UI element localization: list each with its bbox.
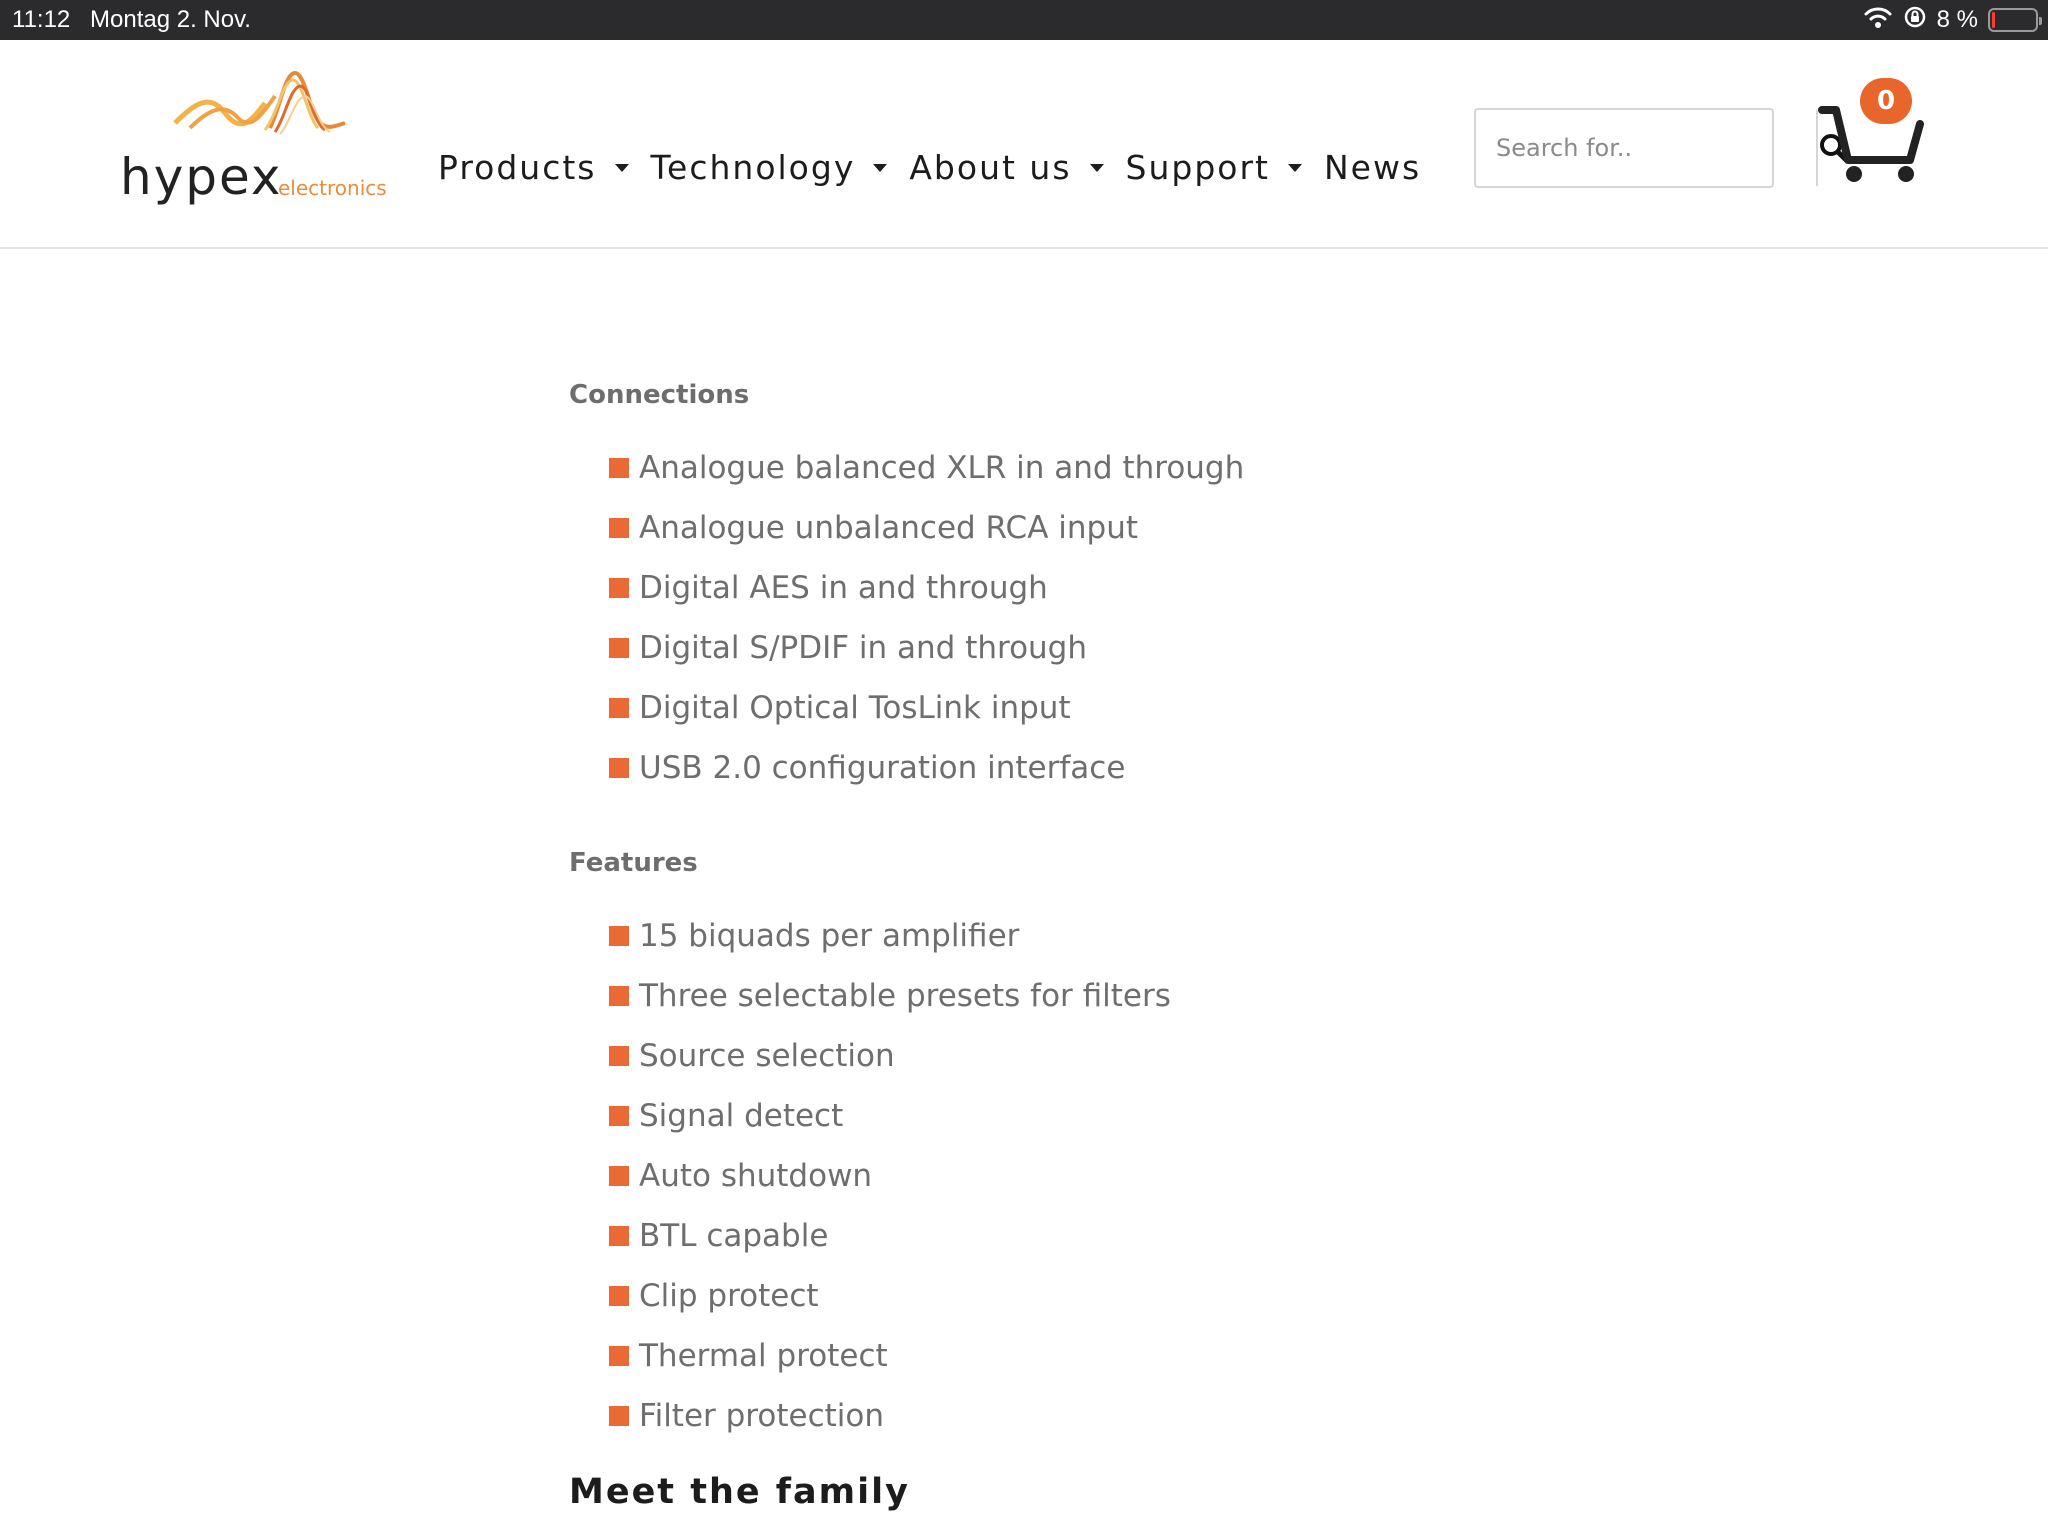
bullet-square-icon [609,1106,629,1126]
caret-down-icon [1288,164,1302,172]
cart-count-badge: 0 [1860,78,1912,124]
bullet-square-icon [609,698,629,718]
search-box [1474,108,1774,188]
site-header [0,40,2048,249]
list-item-text: Thermal protect [639,1338,888,1374]
battery-level [1992,12,1995,28]
bullet-square-icon [609,926,629,946]
bullet-square-icon [609,638,629,658]
list-item [609,1266,1769,1326]
list-item-text: Analogue unbalanced RCA input [639,510,1138,546]
list-item-text: Analogue balanced XLR in and through [639,450,1245,486]
bullet-square-icon [609,986,629,1006]
bullet-square-icon [609,1286,629,1306]
list-item [609,618,1769,678]
caret-down-icon [615,164,629,172]
list-item [609,1026,1769,1086]
nav-technology[interactable] [651,148,888,187]
nav-products[interactable] [438,148,629,187]
list-item [609,966,1769,1026]
list-item [609,906,1769,966]
list-item-text: Auto shutdown [639,1158,873,1194]
meet-the-family-heading: Meet the family [569,1472,910,1512]
status-right [1863,4,2038,36]
list-item [609,1146,1769,1206]
logo-subtitle: electronics [278,176,387,200]
logo-word: hypex [120,148,283,206]
bullet-square-icon [609,758,629,778]
main-nav [438,148,1443,187]
bullet-square-icon [609,518,629,538]
list-item-text: USB 2.0 configuration interface [639,750,1126,786]
hypex-logo[interactable] [120,68,390,218]
bullet-square-icon [609,1226,629,1246]
nav-about-us[interactable] [909,148,1103,187]
list-item-text: Digital Optical TosLink input [639,690,1071,726]
bullet-square-icon [609,1046,629,1066]
list-item [609,678,1769,738]
list-item-text: Digital AES in and through [639,570,1048,606]
list-item [609,1386,1769,1446]
nav-news-label: News [1323,148,1422,187]
nav-technology-label: Technology [650,148,856,187]
bullet-square-icon [609,1166,629,1186]
bullet-square-icon [609,1406,629,1426]
orientation-lock-icon [1903,5,1927,36]
bullet-square-icon [609,578,629,598]
list-item [609,738,1769,798]
status-bar [0,0,2048,40]
list-item-text: 15 biquads per amplifier [639,918,1020,954]
battery-percent: 8 % [1936,6,1978,33]
list-item [609,1206,1769,1266]
list-item [609,558,1769,618]
list-item-text: Digital S/PDIF in and through [639,630,1088,666]
list-item-text: BTL capable [639,1218,829,1254]
bullet-square-icon [609,458,629,478]
nav-about-us-label: About us [909,148,1072,187]
search-input[interactable] [1476,110,1816,186]
list-item-text: Signal detect [639,1098,844,1134]
features-title: Features [569,848,698,878]
status-time: 11:12 [12,6,71,33]
list-item-text: Clip protect [639,1278,819,1314]
connections-title: Connections [569,380,750,410]
battery-icon [1988,8,2038,32]
list-item-text: Source selection [639,1038,895,1074]
wifi-icon [1863,5,1893,36]
status-date: Montag 2. Nov. [90,6,251,33]
nav-products-label: Products [438,148,597,187]
cart-button[interactable] [1818,74,1928,184]
nav-news[interactable] [1324,148,1421,187]
bullet-square-icon [609,1346,629,1366]
list-item-text: Three selectable presets for filters [639,978,1171,1014]
list-item [609,498,1769,558]
main-content [569,380,1769,1512]
caret-down-icon [1090,164,1104,172]
list-item [609,438,1769,498]
nav-support-label: Support [1125,148,1270,187]
connections-list [569,438,1769,798]
list-item [609,1086,1769,1146]
caret-down-icon [873,164,887,172]
nav-support[interactable] [1126,148,1302,187]
list-item [609,1326,1769,1386]
features-list [569,906,1769,1446]
list-item-text: Filter protection [639,1398,884,1434]
